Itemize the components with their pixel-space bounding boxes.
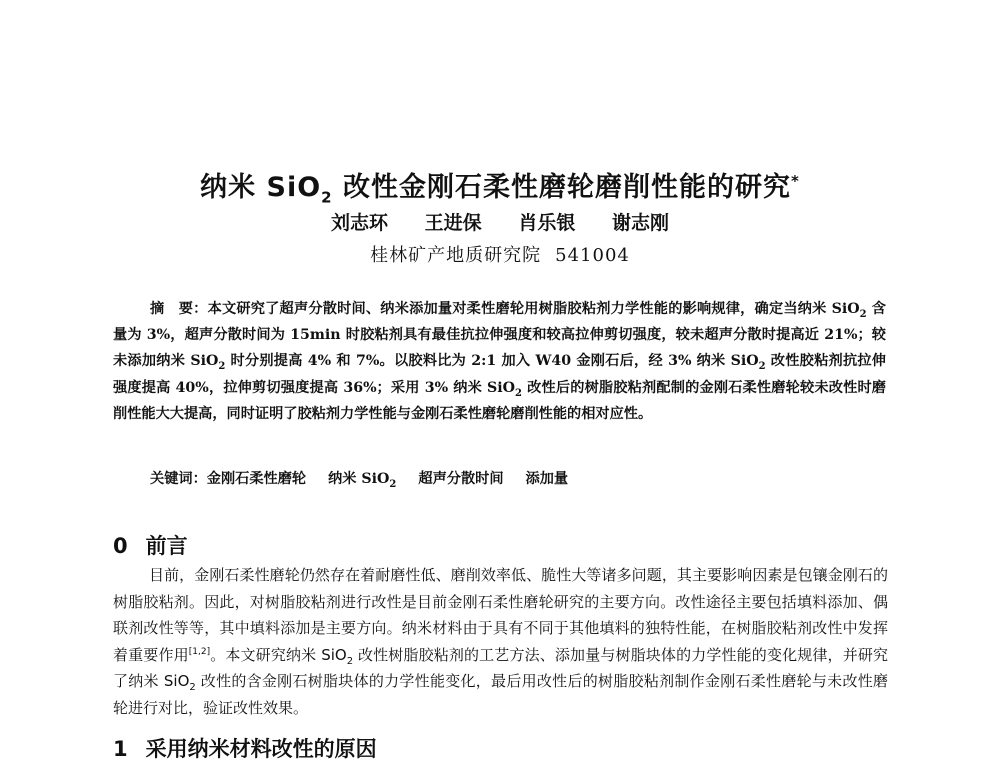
- affiliation-postcode: 541004: [555, 245, 630, 266]
- section-heading-1: [113, 733, 377, 763]
- author-3: 肖乐银: [518, 212, 576, 234]
- keyword-1: 金刚石柔性磨轮: [206, 471, 307, 487]
- title-rest: 改性金刚石柔性磨轮磨削性能的研究: [332, 172, 792, 203]
- abstract-part-1: 本文研究了超声分散时间、纳米添加量对柔性磨轮用树脂胶粘剂力学性能的影响规律，确定当纳米 SiO: [207, 301, 860, 317]
- title-subscript: 2: [321, 188, 333, 207]
- intro-part-3: 改性树脂胶粘剂的工艺方法、添加量与树脂块体的力学性能的变化规律，并研究了纳米 SiO: [113, 645, 888, 691]
- section-heading-0: [113, 530, 188, 560]
- section-1-title: 采用纳米材料改性的原因: [145, 737, 377, 761]
- keywords-label: 关键词：: [150, 471, 207, 487]
- abstract-sub-1: 2: [859, 308, 867, 320]
- author-list: [0, 208, 1000, 235]
- title-footnote-mark: *: [791, 172, 800, 190]
- intro-paragraph: [113, 562, 888, 722]
- abstract-part-3: 时分别提高 4% 和 7%。以胶料比为 2:1 加入 W40 金刚石后，经 3% 纳米 SiO: [225, 353, 759, 370]
- abstract-sub-3: 2: [758, 361, 766, 373]
- section-1-number: 1: [113, 737, 128, 761]
- affiliation: [0, 241, 1000, 267]
- abstract-part-2: 含量为 3%，超声分散时间为 15min 时胶粘剂具有最佳抗拉伸强度和较高拉伸剪切强度，较未超声分散时提高近 21%；较未添加纳米 SiO: [113, 301, 886, 370]
- abstract-label: 摘 要：: [150, 301, 208, 317]
- abstract-sub-2: 2: [218, 361, 226, 373]
- intro-part-4: 改性的含金刚石树脂块体的力学性能变化，最后用改性后的树脂胶粘剂制作金刚石柔性磨轮与未改性磨轮进行对比，验证改性效果。: [113, 672, 888, 717]
- keyword-2-sub: 2: [389, 478, 397, 490]
- keyword-4: 添加量: [525, 471, 569, 487]
- section-0-number: 0: [113, 534, 128, 558]
- affiliation-org: 桂林矿产地质研究院: [370, 245, 542, 266]
- keywords: [150, 468, 890, 490]
- abstract-part-4: 改性胶粘剂抗拉伸强度提高 40%，拉伸剪切强度提高 36%；采用 3% 纳米 SiO: [113, 353, 886, 396]
- abstract-sub-4: 2: [515, 387, 523, 399]
- intro-sub-1: 2: [346, 655, 354, 667]
- intro-part-2: 。本文研究纳米 SiO: [210, 645, 347, 664]
- intro-sub-2: 2: [189, 682, 196, 694]
- paper-title: [0, 165, 1000, 206]
- abstract: [113, 296, 886, 427]
- title-main: 纳米 SiO: [200, 172, 322, 203]
- keyword-3: 超声分散时间: [418, 471, 504, 487]
- intro-citation: [1,2]: [188, 646, 211, 657]
- intro-part-1: 目前，金刚石柔性磨轮仍然存在着耐磨性低、磨削效率低、脆性大等诸多问题，其主要影响因素是包镶金刚石的树脂胶粘剂。因此，对树脂胶粘剂进行改性是目前金刚石柔性磨轮研究的主要方向。改性途径主要包括填料添加、偶联剂改性等等，其中填料添加是主要方向。纳米材料由于具有不同于其他填料的独特性能，在树脂胶粘剂改性中发挥着重要作用: [113, 566, 888, 664]
- keyword-2: 纳米 SiO: [328, 471, 390, 487]
- author-4: 谢志刚: [611, 212, 669, 234]
- author-2: 王进保: [424, 212, 482, 234]
- section-0-title: 前言: [145, 534, 188, 558]
- abstract-part-5: 改性后的树脂胶粘剂配制的金刚石柔性磨轮较未改性时磨削性能大大提高，同时证明了胶粘剂力学性能与金刚石柔性磨轮磨削性能的相对应性。: [113, 379, 886, 422]
- author-1: 刘志环: [331, 212, 389, 234]
